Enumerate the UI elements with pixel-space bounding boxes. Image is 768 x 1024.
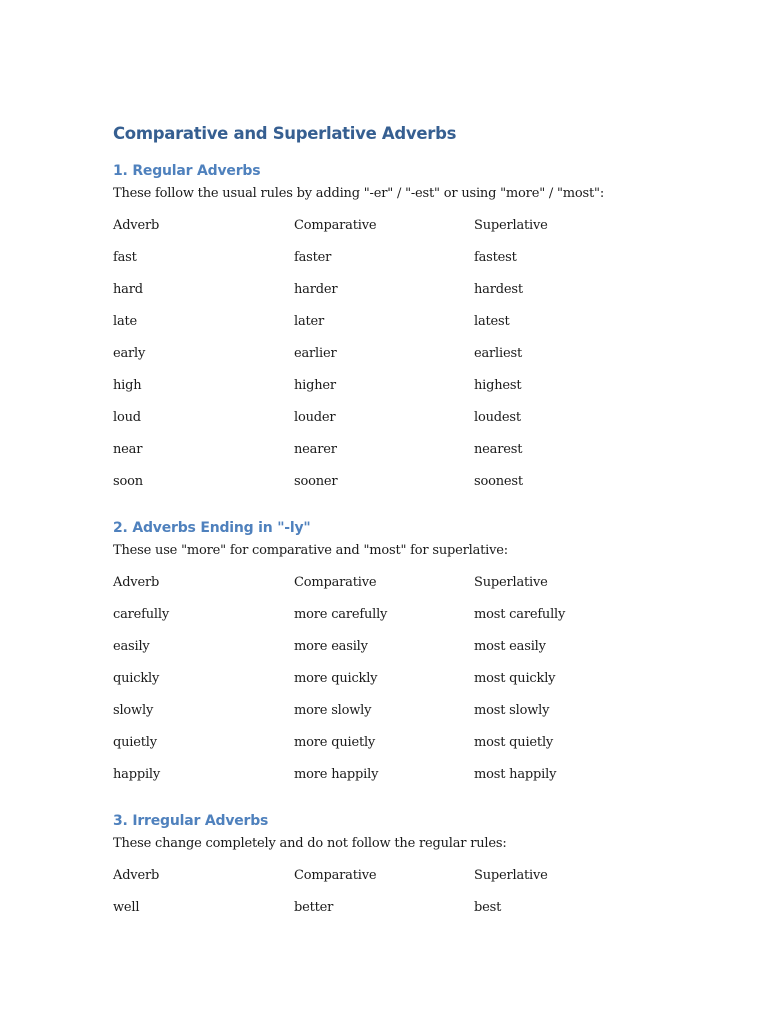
column-header: Adverb <box>113 868 160 883</box>
adverb-cell: slowly <box>113 703 154 718</box>
superlative-cell: most happily <box>474 767 557 782</box>
superlative-cell: loudest <box>474 410 521 425</box>
superlative-cell: best <box>474 900 502 915</box>
comparative-cell: faster <box>294 250 332 265</box>
adverb-cell: happily <box>113 767 161 782</box>
table-row <box>113 410 673 428</box>
comparative-cell: more quietly <box>294 735 376 750</box>
section-intro-ly: These use "more" for comparative and "most" for superlative: <box>113 543 508 558</box>
section-heading-irregular: 3. Irregular Adverbs <box>113 813 269 829</box>
table-row <box>113 314 673 332</box>
superlative-cell: most slowly <box>474 703 550 718</box>
column-header: Adverb <box>113 218 160 233</box>
table-row <box>113 378 673 396</box>
adverb-cell: early <box>113 346 146 361</box>
adverb-cell: quickly <box>113 671 160 686</box>
comparative-cell: more easily <box>294 639 368 654</box>
comparative-cell: more slowly <box>294 703 372 718</box>
comparative-cell: later <box>294 314 325 329</box>
table-row <box>113 900 673 918</box>
table-row <box>113 639 673 657</box>
superlative-cell: earliest <box>474 346 522 361</box>
comparative-cell: better <box>294 900 334 915</box>
table-row <box>113 671 673 689</box>
table-row <box>113 346 673 364</box>
table-row <box>113 735 673 753</box>
superlative-cell: most quietly <box>474 735 554 750</box>
column-header: Superlative <box>474 575 548 590</box>
adverb-cell: carefully <box>113 607 169 622</box>
adverb-cell: high <box>113 378 142 393</box>
column-header: Comparative <box>294 575 377 590</box>
column-header: Adverb <box>113 575 160 590</box>
section-intro-regular: These follow the usual rules by adding "-er" / "-est" or using "more" / "most": <box>113 186 605 201</box>
comparative-cell: earlier <box>294 346 337 361</box>
comparative-cell: sooner <box>294 474 338 489</box>
superlative-cell: soonest <box>474 474 523 489</box>
adverb-cell: soon <box>113 474 143 489</box>
table-row <box>113 442 673 460</box>
adverb-cell: well <box>113 900 140 915</box>
comparative-cell: higher <box>294 378 336 393</box>
column-header: Comparative <box>294 868 377 883</box>
table-row <box>113 282 673 300</box>
superlative-cell: most quickly <box>474 671 556 686</box>
adverb-cell: easily <box>113 639 150 654</box>
document-title: Comparative and Superlative Adverbs <box>113 124 457 143</box>
superlative-cell: fastest <box>474 250 517 265</box>
superlative-cell: latest <box>474 314 510 329</box>
adverb-cell: hard <box>113 282 143 297</box>
adverb-cell: quietly <box>113 735 157 750</box>
column-header: Comparative <box>294 218 377 233</box>
column-header: Superlative <box>474 218 548 233</box>
superlative-cell: hardest <box>474 282 523 297</box>
section-heading-ly: 2. Adverbs Ending in "-ly" <box>113 520 311 536</box>
table-header-row <box>113 575 673 593</box>
comparative-cell: more carefully <box>294 607 388 622</box>
superlative-cell: highest <box>474 378 522 393</box>
section-heading-regular: 1. Regular Adverbs <box>113 163 261 179</box>
comparative-cell: more happily <box>294 767 379 782</box>
adverb-cell: late <box>113 314 138 329</box>
comparative-cell: nearer <box>294 442 337 457</box>
comparative-cell: harder <box>294 282 338 297</box>
section-intro-irregular: These change completely and do not follow the regular rules: <box>113 836 507 851</box>
table-header-row <box>113 868 673 886</box>
table-row <box>113 250 673 268</box>
comparative-cell: more quickly <box>294 671 378 686</box>
table-row <box>113 767 673 785</box>
table-row <box>113 474 673 492</box>
adverb-cell: loud <box>113 410 141 425</box>
table-row <box>113 703 673 721</box>
table-header-row <box>113 218 673 236</box>
superlative-cell: most carefully <box>474 607 566 622</box>
adverb-cell: near <box>113 442 143 457</box>
column-header: Superlative <box>474 868 548 883</box>
comparative-cell: louder <box>294 410 336 425</box>
superlative-cell: nearest <box>474 442 523 457</box>
table-row <box>113 607 673 625</box>
adverb-cell: fast <box>113 250 137 265</box>
superlative-cell: most easily <box>474 639 546 654</box>
